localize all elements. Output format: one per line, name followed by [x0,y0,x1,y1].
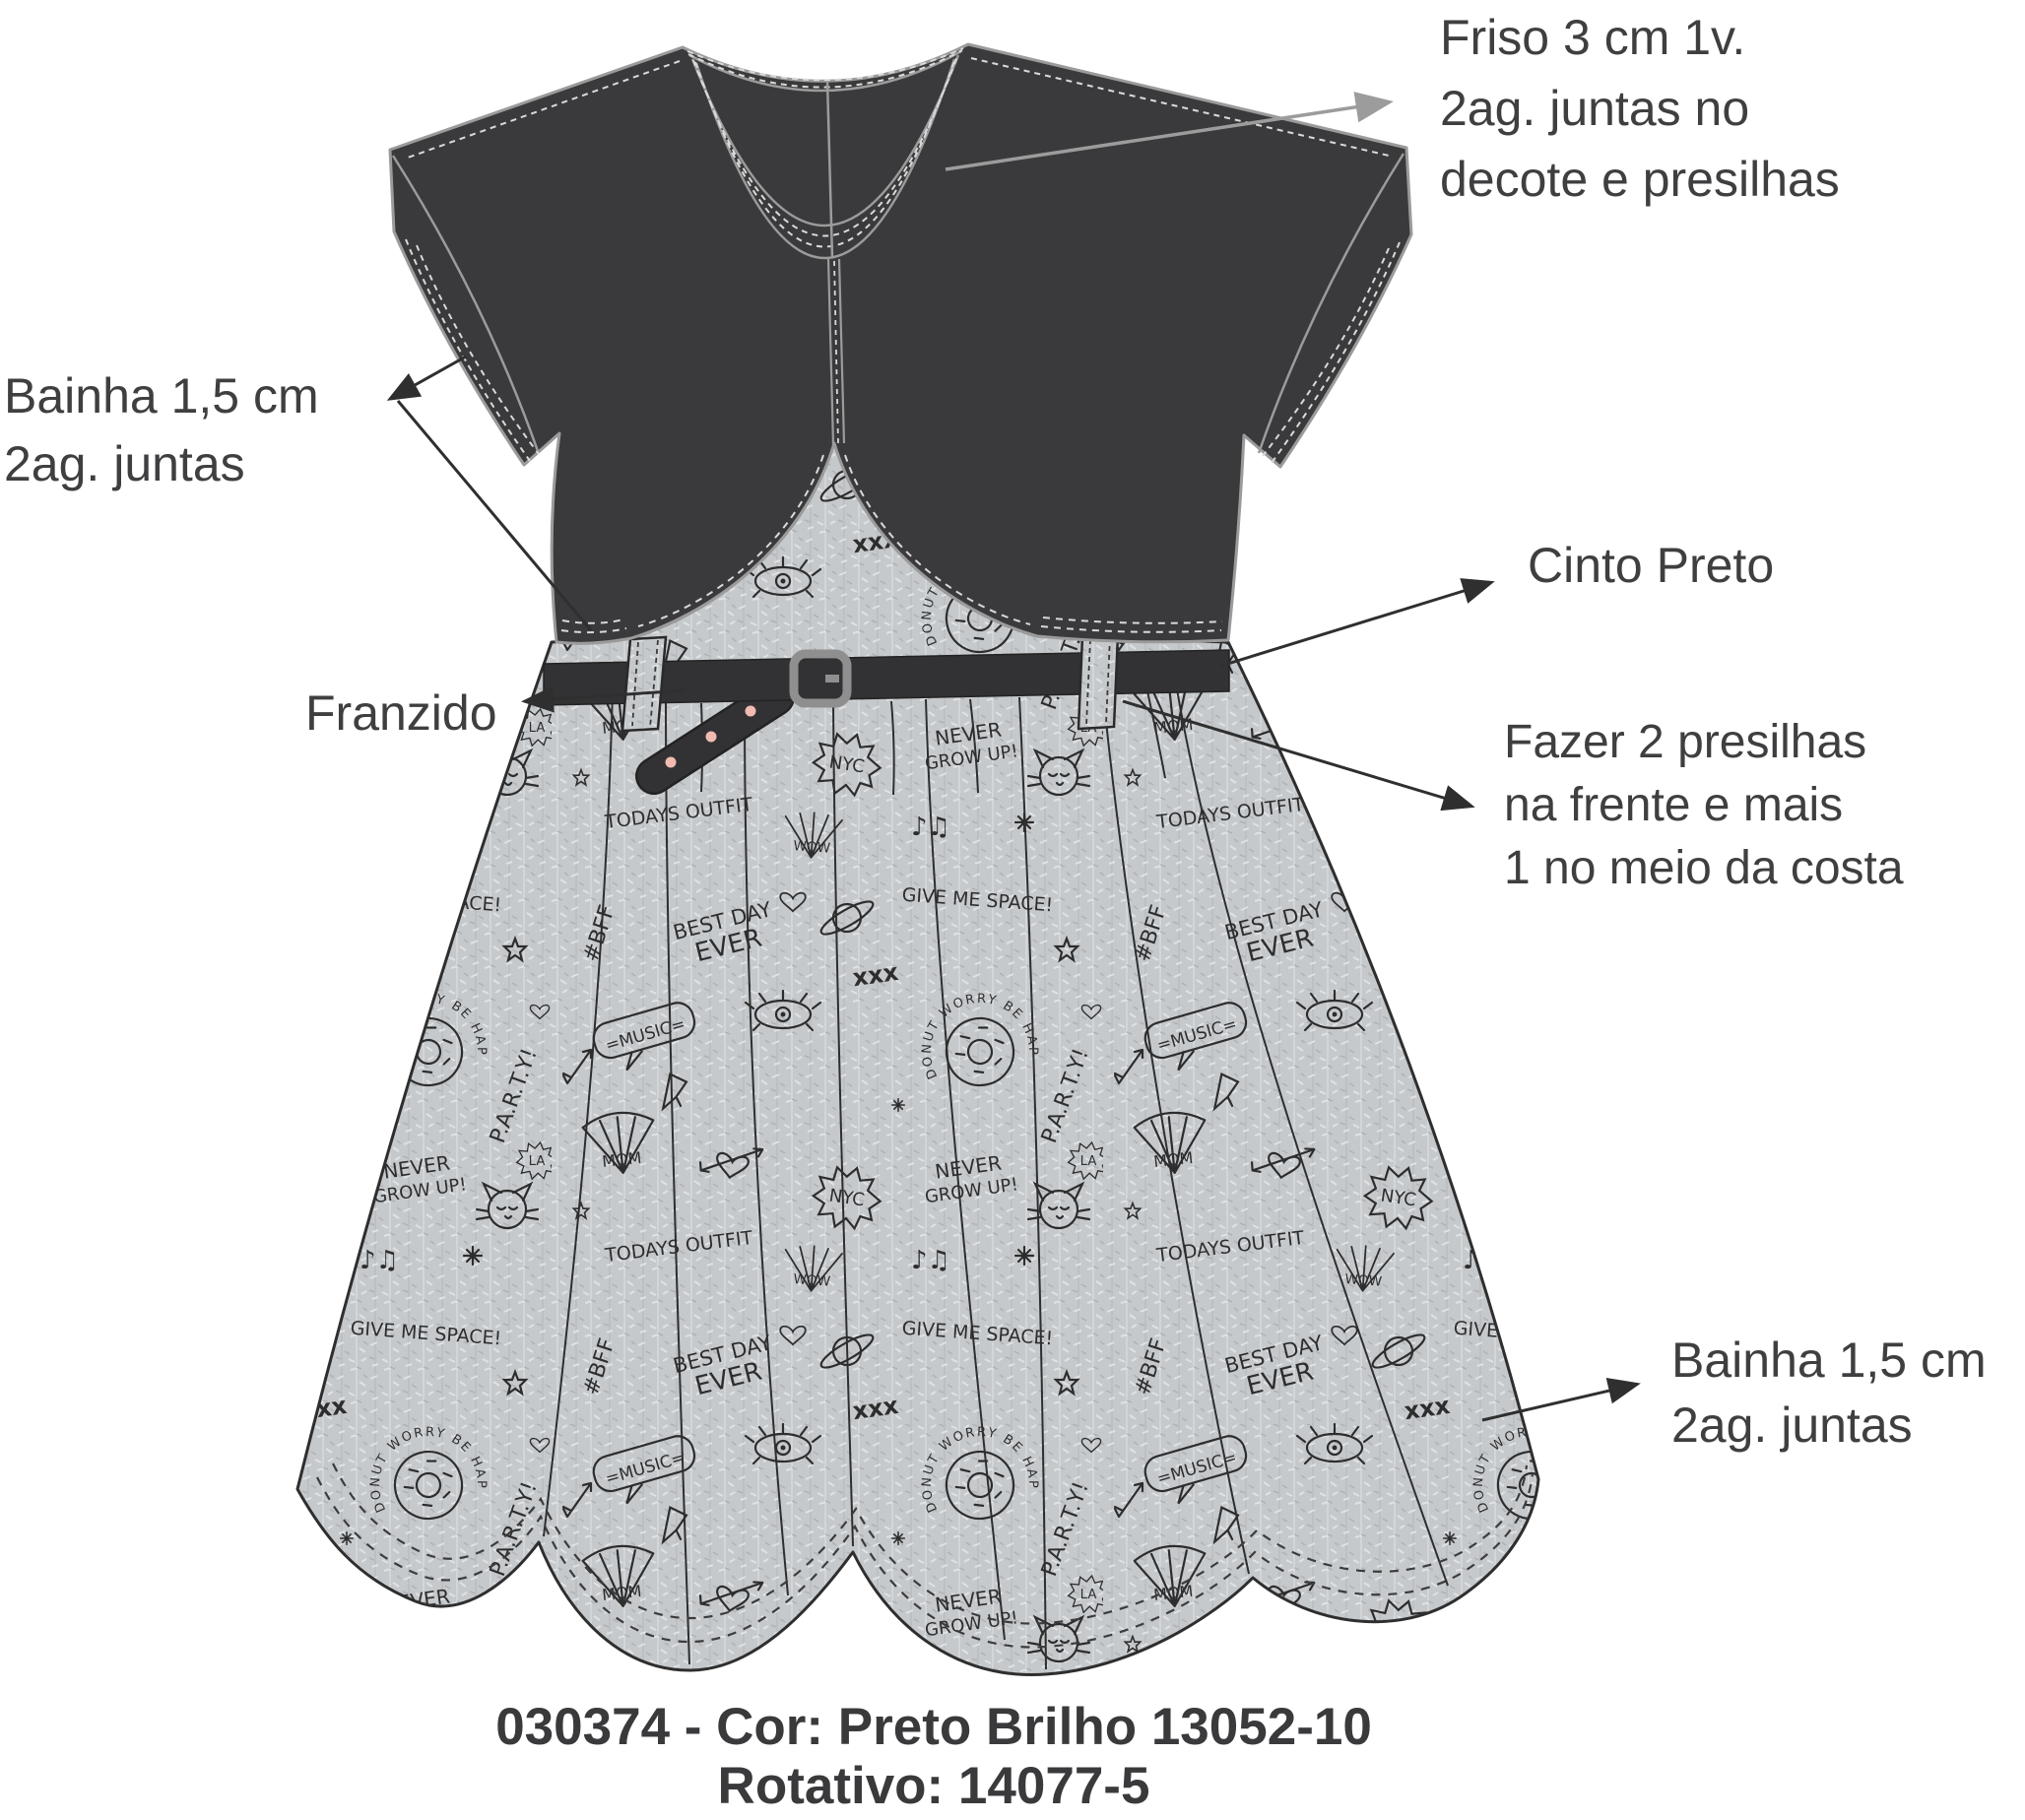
bolero [390,44,1411,643]
annotation-bainha-left [4,362,319,498]
annotation-friso [1440,2,1840,215]
annotation-bainha-left-line2: 2ag. juntas [4,436,245,491]
annotation-bainha-left-line1: Bainha 1,5 cm [4,368,319,423]
annotation-friso-line3: decote e presilhas [1440,152,1840,207]
footer-rotativo-code: Rotativo: 14077-5 [717,1757,1150,1815]
leader-arrow-cinto [1221,583,1489,666]
annotation-presilhas [1504,711,1904,900]
annotation-cinto-preto: Cinto Preto [1528,538,1775,593]
annotation-presilhas-line1: Fazer 2 presilhas [1504,716,1867,768]
footer-code [298,1698,1569,1816]
belt-loop-left [622,637,666,731]
annotation-bainha-right-line2: 2ag. juntas [1671,1398,1913,1453]
annotation-presilhas-line3: 1 no meio da costa [1504,842,1904,894]
footer-style-color-code: 030374 - Cor: Preto Brilho 13052-10 [495,1698,1372,1756]
belt-loop-right [1078,634,1118,729]
annotation-bainha-right [1671,1328,1987,1458]
annotation-friso-line1: Friso 3 cm 1v. [1440,10,1746,65]
annotation-franzido: Franzido [305,685,497,741]
annotation-presilhas-line2: na frente e mais [1504,779,1844,831]
bolero-silhouette [390,44,1411,643]
annotation-friso-line2: 2ag. juntas no [1440,81,1750,136]
annotation-bainha-right-line1: Bainha 1,5 cm [1671,1332,1987,1388]
leader-arrow-bainha-left-1 [392,357,466,398]
